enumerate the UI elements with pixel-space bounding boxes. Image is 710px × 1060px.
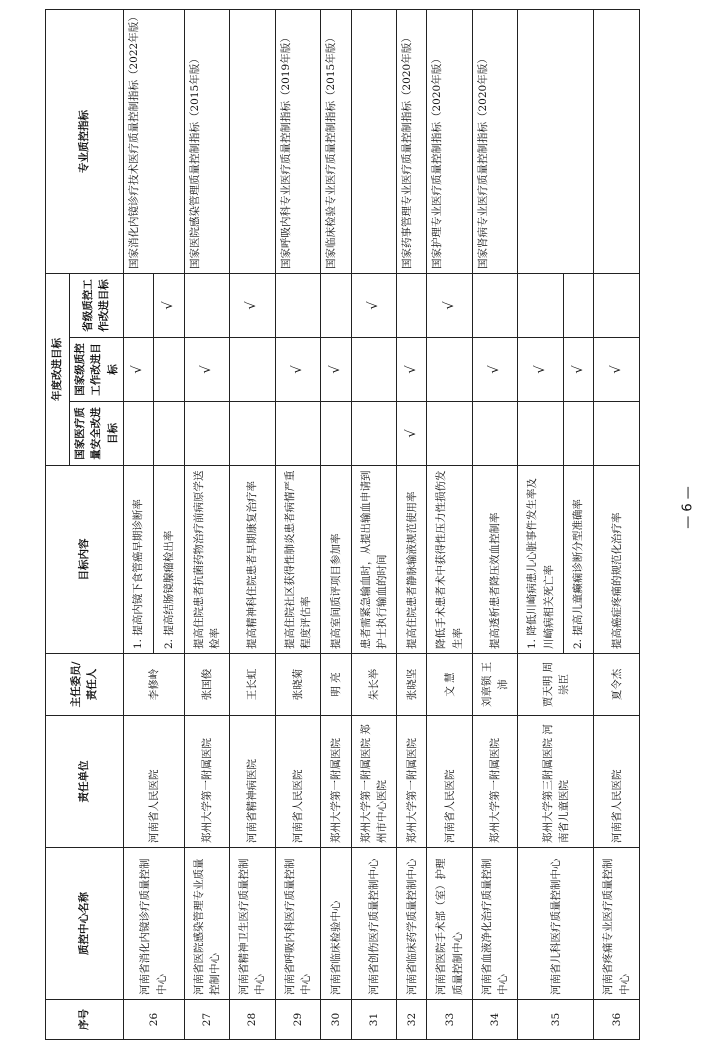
row-indicators: 国家消化内镜诊疗技术医疗质量控制指标（2022年版） xyxy=(123,10,184,274)
row-director: 张晓坚 xyxy=(397,654,427,716)
row-target-content: 1. 提高内镜下食管癌早期诊断率 xyxy=(123,466,153,654)
row-national-qc-mark xyxy=(351,338,396,402)
row-responsible-unit: 郑州大学第一附属医院 xyxy=(321,716,351,848)
row-indicators: 国家护理专业医疗质量控制指标（2020年版） xyxy=(427,10,472,274)
row-seq: 35 xyxy=(518,1000,594,1040)
row-national-safety-mark xyxy=(230,402,275,466)
row-director: 王长虹 xyxy=(230,654,275,716)
header-unit: 责任单位 xyxy=(46,716,124,848)
row-national-qc-mark: √ xyxy=(184,338,229,402)
header-target: 目标内容 xyxy=(46,466,124,654)
row-target-content: 提高住院社区获得性肺炎患者病情严重程度评估率 xyxy=(275,466,320,654)
table-row xyxy=(427,10,472,1040)
row-indicators xyxy=(518,10,594,274)
row-center-name: 河南省消化内镜诊疗质量控制中心 xyxy=(123,848,184,1000)
row-director: 贾天明 周崇臣 xyxy=(518,654,594,716)
row-national-safety-mark xyxy=(351,402,396,466)
row-national-qc-mark xyxy=(427,338,472,402)
row-national-safety-mark xyxy=(321,402,351,466)
row-director: 张国俊 xyxy=(184,654,229,716)
row-director: 张晓菊 xyxy=(275,654,320,716)
row-director: 刘章锁 王 沛 xyxy=(472,654,517,716)
header-national-safety: 国家医疗质量安全改进目标 xyxy=(70,402,124,466)
row-national-safety-mark xyxy=(472,402,517,466)
row-center-name: 河南省创伤医疗质量控制中心 xyxy=(351,848,396,1000)
header-annual: 年度改进目标 xyxy=(46,274,70,466)
row-center-name: 河南省血液净化治疗质量控制中心 xyxy=(472,848,517,1000)
row-target-content: 患者需紧急输血时，从提出输血申请到护士执行输血的时间 xyxy=(351,466,396,654)
row-target-content: 降低手术患者术中获得性压力性损伤发生率 xyxy=(427,466,472,654)
row-seq: 34 xyxy=(472,1000,517,1040)
row-provincial-qc-mark xyxy=(321,274,351,338)
row-indicators: 国家医院感染管理质量控制指标（2015年版） xyxy=(184,10,229,274)
row-center-name: 河南省精神卫生医疗质量控制中心 xyxy=(230,848,275,1000)
row-responsible-unit: 郑州大学第一附属医院 xyxy=(397,716,427,848)
row-seq: 26 xyxy=(123,1000,184,1040)
header-director: 主任委员/责任人 xyxy=(46,654,124,716)
row-director: 文 慧 xyxy=(427,654,472,716)
row-national-qc-mark: √ xyxy=(563,338,593,402)
row-provincial-qc-mark: √ xyxy=(351,274,396,338)
row-seq: 31 xyxy=(351,1000,396,1040)
row-national-safety-mark xyxy=(427,402,472,466)
row-national-qc-mark: √ xyxy=(275,338,320,402)
row-provincial-qc-mark: √ xyxy=(230,274,275,338)
row-center-name: 河南省医院感染管理专业质量控制中心 xyxy=(184,848,229,1000)
table-row xyxy=(275,10,320,1040)
row-center-name: 河南省临床检验中心 xyxy=(321,848,351,1000)
row-provincial-qc-mark: √ xyxy=(154,274,184,338)
row-national-qc-mark: √ xyxy=(397,338,427,402)
row-indicators xyxy=(594,10,640,274)
row-seq: 32 xyxy=(397,1000,427,1040)
row-indicators xyxy=(230,10,275,274)
header-seq: 序号 xyxy=(46,1000,124,1040)
table-row xyxy=(230,10,275,1040)
row-indicators xyxy=(351,10,396,274)
row-national-safety-mark xyxy=(275,402,320,466)
row-provincial-qc-mark xyxy=(472,274,517,338)
row-director: 明 亮 xyxy=(321,654,351,716)
row-target-content: 2. 提高结肠镜腺瘤检出率 xyxy=(154,466,184,654)
row-center-name: 河南省医院手术部（室）护理质量控制中心 xyxy=(427,848,472,1000)
row-national-safety-mark xyxy=(154,402,184,466)
quality-control-table xyxy=(45,9,640,1040)
table-row xyxy=(472,10,517,1040)
header-provincial-qc: 省级质控工作改进目标 xyxy=(70,274,124,338)
row-responsible-unit: 郑州大学第一附属医院 xyxy=(184,716,229,848)
row-responsible-unit: 河南省精神病医院 xyxy=(230,716,275,848)
row-national-qc-mark: √ xyxy=(321,338,351,402)
row-responsible-unit: 河南省人民医院 xyxy=(123,716,184,848)
row-national-qc-mark: √ xyxy=(518,338,563,402)
row-national-safety-mark xyxy=(594,402,640,466)
table-row xyxy=(351,10,396,1040)
row-director: 李修岭 xyxy=(123,654,184,716)
row-provincial-qc-mark xyxy=(563,274,593,338)
row-target-content: 2. 提高儿童癫痫诊断分型准确率 xyxy=(563,466,593,654)
row-provincial-qc-mark xyxy=(184,274,229,338)
row-indicators: 国家临床检验专业医疗质量控制指标（2015年版） xyxy=(321,10,351,274)
row-national-qc-mark xyxy=(154,338,184,402)
row-national-safety-mark xyxy=(123,402,153,466)
table-row xyxy=(594,10,640,1040)
row-responsible-unit: 郑州大学第三附属医院 河南省儿童医院 xyxy=(518,716,594,848)
header-national-qc: 国家级质控工作改进目标 xyxy=(70,338,124,402)
header-center: 质控中心名称 xyxy=(46,848,124,1000)
row-seq: 36 xyxy=(594,1000,640,1040)
row-center-name: 河南省临床药学质量控制中心 xyxy=(397,848,427,1000)
row-target-content: 提高精神科住院患者早期康复治疗率 xyxy=(230,466,275,654)
table-row xyxy=(518,10,563,1040)
row-national-qc-mark: √ xyxy=(594,338,640,402)
row-national-qc-mark xyxy=(230,338,275,402)
row-national-safety-mark xyxy=(518,402,563,466)
row-provincial-qc-mark xyxy=(594,274,640,338)
table-row xyxy=(184,10,229,1040)
row-indicators: 国家肾病专业医疗质量控制指标（2020年版） xyxy=(472,10,517,274)
row-seq: 30 xyxy=(321,1000,351,1040)
table-rotated-wrapper xyxy=(45,10,640,1040)
row-responsible-unit: 河南省人民医院 xyxy=(275,716,320,848)
row-director: 夏令杰 xyxy=(594,654,640,716)
row-seq: 28 xyxy=(230,1000,275,1040)
row-target-content: 提高住院患者抗菌药物治疗前病原学送检率 xyxy=(184,466,229,654)
row-target-content: 提高癌症疼痛的规范化治疗率 xyxy=(594,466,640,654)
row-target-content: 提高住院患者静脉输液规范使用率 xyxy=(397,466,427,654)
table-row xyxy=(397,10,427,1040)
table-row xyxy=(321,10,351,1040)
row-provincial-qc-mark xyxy=(397,274,427,338)
row-responsible-unit: 郑州大学第一附属医院 郑州市中心医院 xyxy=(351,716,396,848)
page-number: — 6 — xyxy=(680,486,696,529)
row-national-safety-mark xyxy=(563,402,593,466)
row-target-content: 1. 降低川崎病患儿心脏事件发生率及川崎病相关死亡率 xyxy=(518,466,563,654)
row-national-safety-mark: √ xyxy=(397,402,427,466)
row-center-name: 河南省疼痛专业医疗质量控制中心 xyxy=(594,848,640,1000)
row-provincial-qc-mark xyxy=(518,274,563,338)
row-provincial-qc-mark xyxy=(275,274,320,338)
row-center-name: 河南省儿科医疗质量控制中心 xyxy=(518,848,594,1000)
row-responsible-unit: 河南省人民医院 xyxy=(427,716,472,848)
row-national-safety-mark xyxy=(184,402,229,466)
row-director: 朱长举 xyxy=(351,654,396,716)
row-seq: 33 xyxy=(427,1000,472,1040)
row-provincial-qc-mark: √ xyxy=(427,274,472,338)
row-indicators: 国家药事管理专业医疗质量控制指标（2020年版） xyxy=(397,10,427,274)
row-target-content: 提高透析患者降压效血控制率 xyxy=(472,466,517,654)
row-national-qc-mark: √ xyxy=(472,338,517,402)
row-responsible-unit: 河南省人民医院 xyxy=(594,716,640,848)
row-center-name: 河南省呼吸内科医疗质量控制中心 xyxy=(275,848,320,1000)
row-seq: 27 xyxy=(184,1000,229,1040)
row-provincial-qc-mark xyxy=(123,274,153,338)
row-indicators: 国家呼吸内科专业医疗质量控制指标（2019年版） xyxy=(275,10,320,274)
row-responsible-unit: 郑州大学第一附属医院 xyxy=(472,716,517,848)
row-national-qc-mark: √ xyxy=(123,338,153,402)
row-target-content: 提高室间质评项目参加率 xyxy=(321,466,351,654)
table-row xyxy=(123,10,153,1040)
table-body xyxy=(123,10,639,1040)
header-indicators: 专业质控指标 xyxy=(46,10,124,274)
row-seq: 29 xyxy=(275,1000,320,1040)
